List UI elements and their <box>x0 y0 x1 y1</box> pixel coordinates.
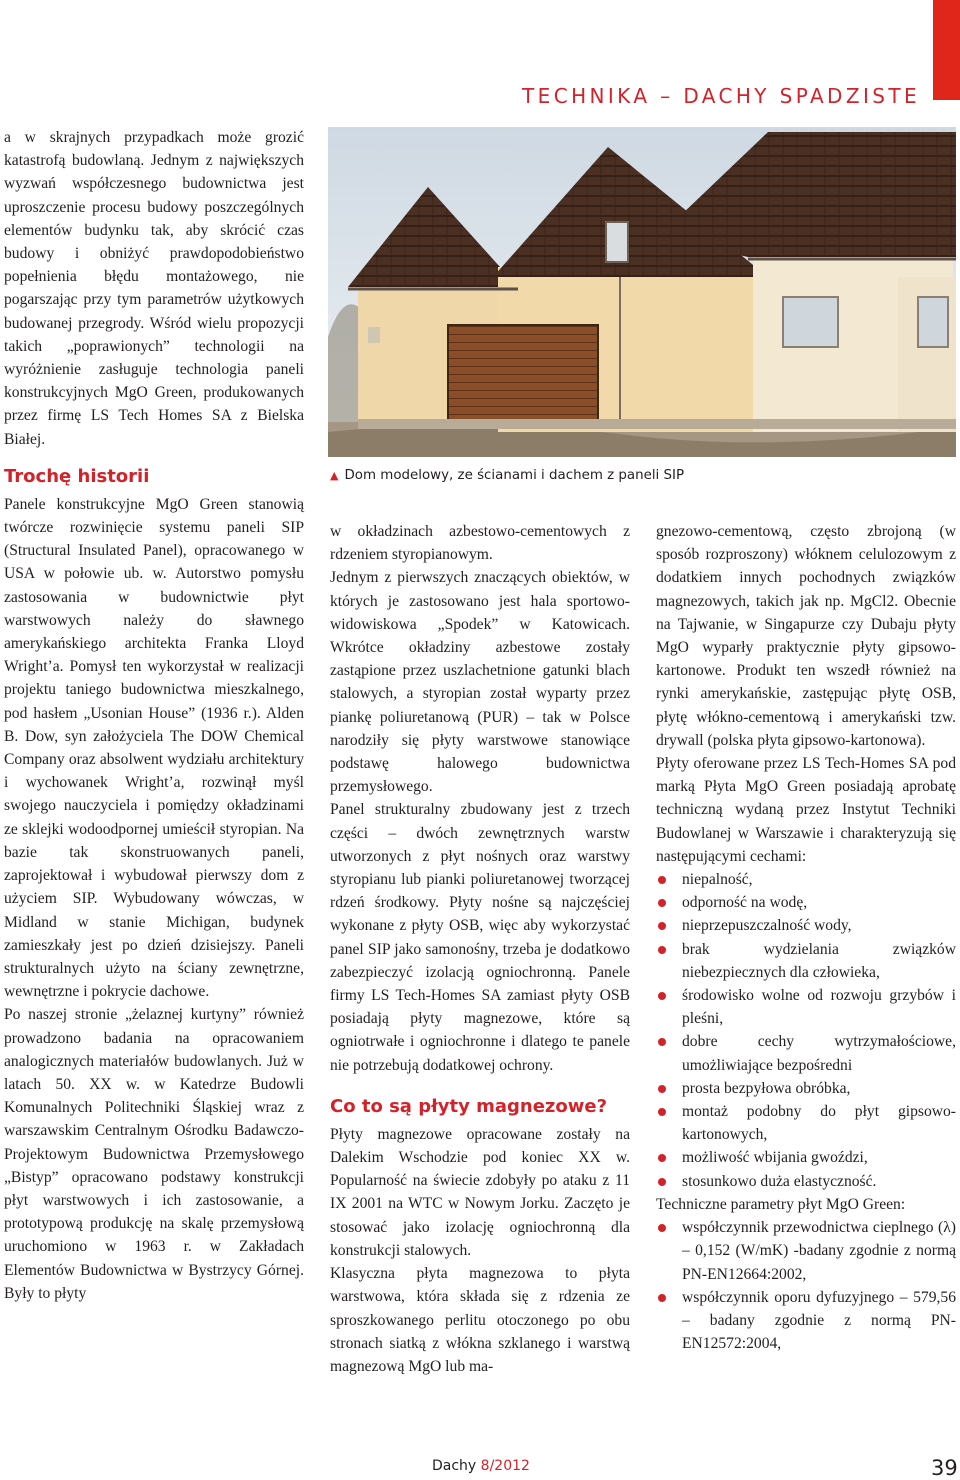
section-color-tab <box>933 0 960 100</box>
triangle-up-icon: ▲ <box>330 469 339 482</box>
list-item: środowisko wolne od rozwoju grzybów i pleśni, <box>656 984 956 1030</box>
paragraph: Panele konstrukcyjne MgO Green stanowią twórcze rozwinięcie systemu paneli SIP (Structural Insulated Panel), opracowanego w USA w połowie ub. w. Autorstwo pomysłu zastosowania w budownictwie płyt warstwowych należy do sławnego amerykańskiego architekta Franka Lloyd Wright’a. Pomysł ten wykorzystał w realizacji projektu taniego budownictwa mieszkalnego, pod hasłem „Usonian House” (1936 r.). Alden B. Dow, syn założyciela The DOW Chemical Company oraz absolwent wydziału architektury i wychowanek Wright’a, rozwinął myśl swojego nauczyciela i pomiędzy okładzinami ze sklejki wodoodpornej umieścił styropian. Na bazie tak skonstruowanych paneli, zaprojektował i wybudował pierwszy dom z użyciem SIP. Wybudowany wówczas, w Midland w stanie Michigan, budynek zamieszkały jest po dzień dzisiejszy. Paneli strukturalnych użyto na ściany zewnętrzne, wewnętrzne i pokrycie dachowe. <box>4 495 304 1001</box>
list-item: niepalność, <box>656 868 956 891</box>
list-item: możliwość wbijania gwoździ, <box>656 1146 956 1169</box>
list-item: współczynnik przewodnictwa cieplnego (λ) – 0,152 (W/mK) -badany zgodnie z normą PN-EN12664:2002, <box>656 1216 956 1286</box>
list-item: dobre cechy wytrzymałościowe, umożliwiające bezpośredni <box>656 1030 956 1076</box>
house-photo <box>328 127 956 457</box>
column-1 <box>4 126 304 1305</box>
paragraph: gnezowo-cementową, często zbrojoną (w sposób rozproszony) włóknem celulozowym z dodatkiem innych pochodnych związków magnezowych, takich jak np. MgCl2. Obecnie na Tajwanie, w Singapurze czy Dubaju płyty MgO wyparły praktycznie płyty gipsowo-kartonowe. Produkt ten wszedł również na rynki amerykańskie, zastępując płytę OSB, płytę włókno-cementową i amerykański tzw. drywall (polska płyta gipsowo-kartonowa). <box>656 523 956 749</box>
parameters-list <box>656 1216 956 1355</box>
issue-number: 8/2012 <box>480 1458 530 1474</box>
paragraph: Techniczne parametry płyt MgO Green: <box>656 1195 906 1213</box>
magazine-footer <box>432 1458 530 1474</box>
paragraph: Panel strukturalny zbudowany jest z trzech części – dwóch zewnętrznych warstw utworzonych z płyt nośnych oraz warstwy styropianu lub pianki poliuretanowej tworzącej rdzeń środkowy. Płyty nośne są najczęściej wykonane z płyty OSB, więc aby wykorzystać panel SIP jako samonośny, trzeba je dodatkowo zabezpieczyć izolacją ogniochronną. Panele firmy LS Tech-Homes SA zamiast płyty OSB posiadają płyty magnezowe, które są ogniotrwałe i ogniochronne i dlatego te panele nie potrzebują dodatkowej ochrony. <box>330 801 630 1074</box>
paragraph: w okładzinach azbestowo-cementowych z rdzeniem styropianowym. <box>330 523 630 564</box>
paragraph: Płyty oferowane przez LS Tech-Homes SA pod marką Płyta MgO Green posiadają aprobatę techniczną wydaną przez Instytut Techniki Budowlanej w Warszawie i charakteryzują się następującymi cechami: <box>656 755 956 865</box>
paragraph: Płyty magnezowe opracowane zostały na Dalekim Wschodzie pod koniec XX w. Popularność na świecie zdobyły po ataku z 11 IX 2001 na WTC w Nowym Jorku. Zaczęto je stosować jako izolację ogniochronną dla konstrukcji stalowych. <box>330 1125 630 1259</box>
list-item: współczynnik oporu dyfuzyjnego – 579,56 – badany zgodnie z normą PN-EN12572:2004, <box>656 1286 956 1356</box>
paragraph: a w skrajnych przypadkach może grozić katastrofą budowlaną. Jednym z największych wyzwań współczesnego budownictwa jest uproszczenie procesu budowy poszczególnych elementów budynku tak, aby skrócić czas budowy i obniżyć prawdopodobieństwo popełnienia błędu montażowego, nie pogarszając przy tym parametrów użytkowych budowanej przegrody. Wśród wielu propozycji takich „poprawionych” technologii na wyróżnienie zasługuje technologia paneli konstrukcyjnych MgO Green, produkowanych przez firmę LS Tech Homes SA z Bielska Białej. <box>4 129 304 448</box>
paragraph: Jednym z pierwszych znaczących obiektów, w których je zastosowano jest hala sportowo-widowiskowa „Spodek” w Katowicach. Wkrótce okładziny azbestowe zostały zastąpione przez uszlachetnione gatunki blach stalowych, a styropian został wyparty przez piankę poliuretanową (PUR) – tak w Polsce narodziły się płyty warstwowe stanowiące podstawę halowego budownictwa przemysłowego. <box>330 569 630 796</box>
list-item: brak wydzielania związków niebezpiecznych dla człowieka, <box>656 938 956 984</box>
features-list <box>656 868 956 1193</box>
section-header: TECHNIKA – DACHY SPADZISTE <box>522 84 920 108</box>
page-number: 39 <box>931 1456 958 1480</box>
paragraph: Po naszej stronie „żelaznej kurtyny” również prowadzono badania na opracowaniem analogicznych materiałów budowlanych. Już w latach 50. XX w. w Katedrze Budowli Komunalnych Politechniki Śląskiej wraz z warszawskim Centralnym Ośrodku Badawczo-Projektowym Budownictwa Przemysłowego „Bistyp” opracowano podstawy konstrukcji płyt warstwowych i ich zastosowanie, a prototypową produkcję na skalę przemysłową uruchomiono w 1963 r. w Zakładach Elementów Budownictwa w Bystrzycy Górnej. Były to płyty <box>4 1006 304 1302</box>
list-item: prosta bezpyłowa obróbka, <box>656 1077 956 1100</box>
list-item: montaż podobny do płyt gipsowo-kartonowych, <box>656 1100 956 1146</box>
column-3 <box>656 520 956 1355</box>
caption-text: Dom modelowy, ze ścianami i dachem z paneli SIP <box>344 468 685 483</box>
photo-caption <box>330 468 684 483</box>
magazine-name: Dachy <box>432 1458 477 1474</box>
list-item: stosunkowo duża elastyczność. <box>656 1170 956 1193</box>
section-heading-magnesium-boards: Co to są płyty magnezowe? <box>330 1095 608 1117</box>
list-item: nieprzepuszczalność wody, <box>656 914 956 937</box>
list-item: odporność na wodę, <box>656 891 956 914</box>
column-2 <box>330 520 630 1378</box>
section-heading-history: Trochę historii <box>4 465 150 487</box>
paragraph: Klasyczna płyta magnezowa to płyta warstwowa, która składa się z rdzenia ze sproszkowanego perlitu otoczonego po obu stronach siatką z włókna szklanego i warstwą magnezową MgO lub ma- <box>330 1265 630 1375</box>
